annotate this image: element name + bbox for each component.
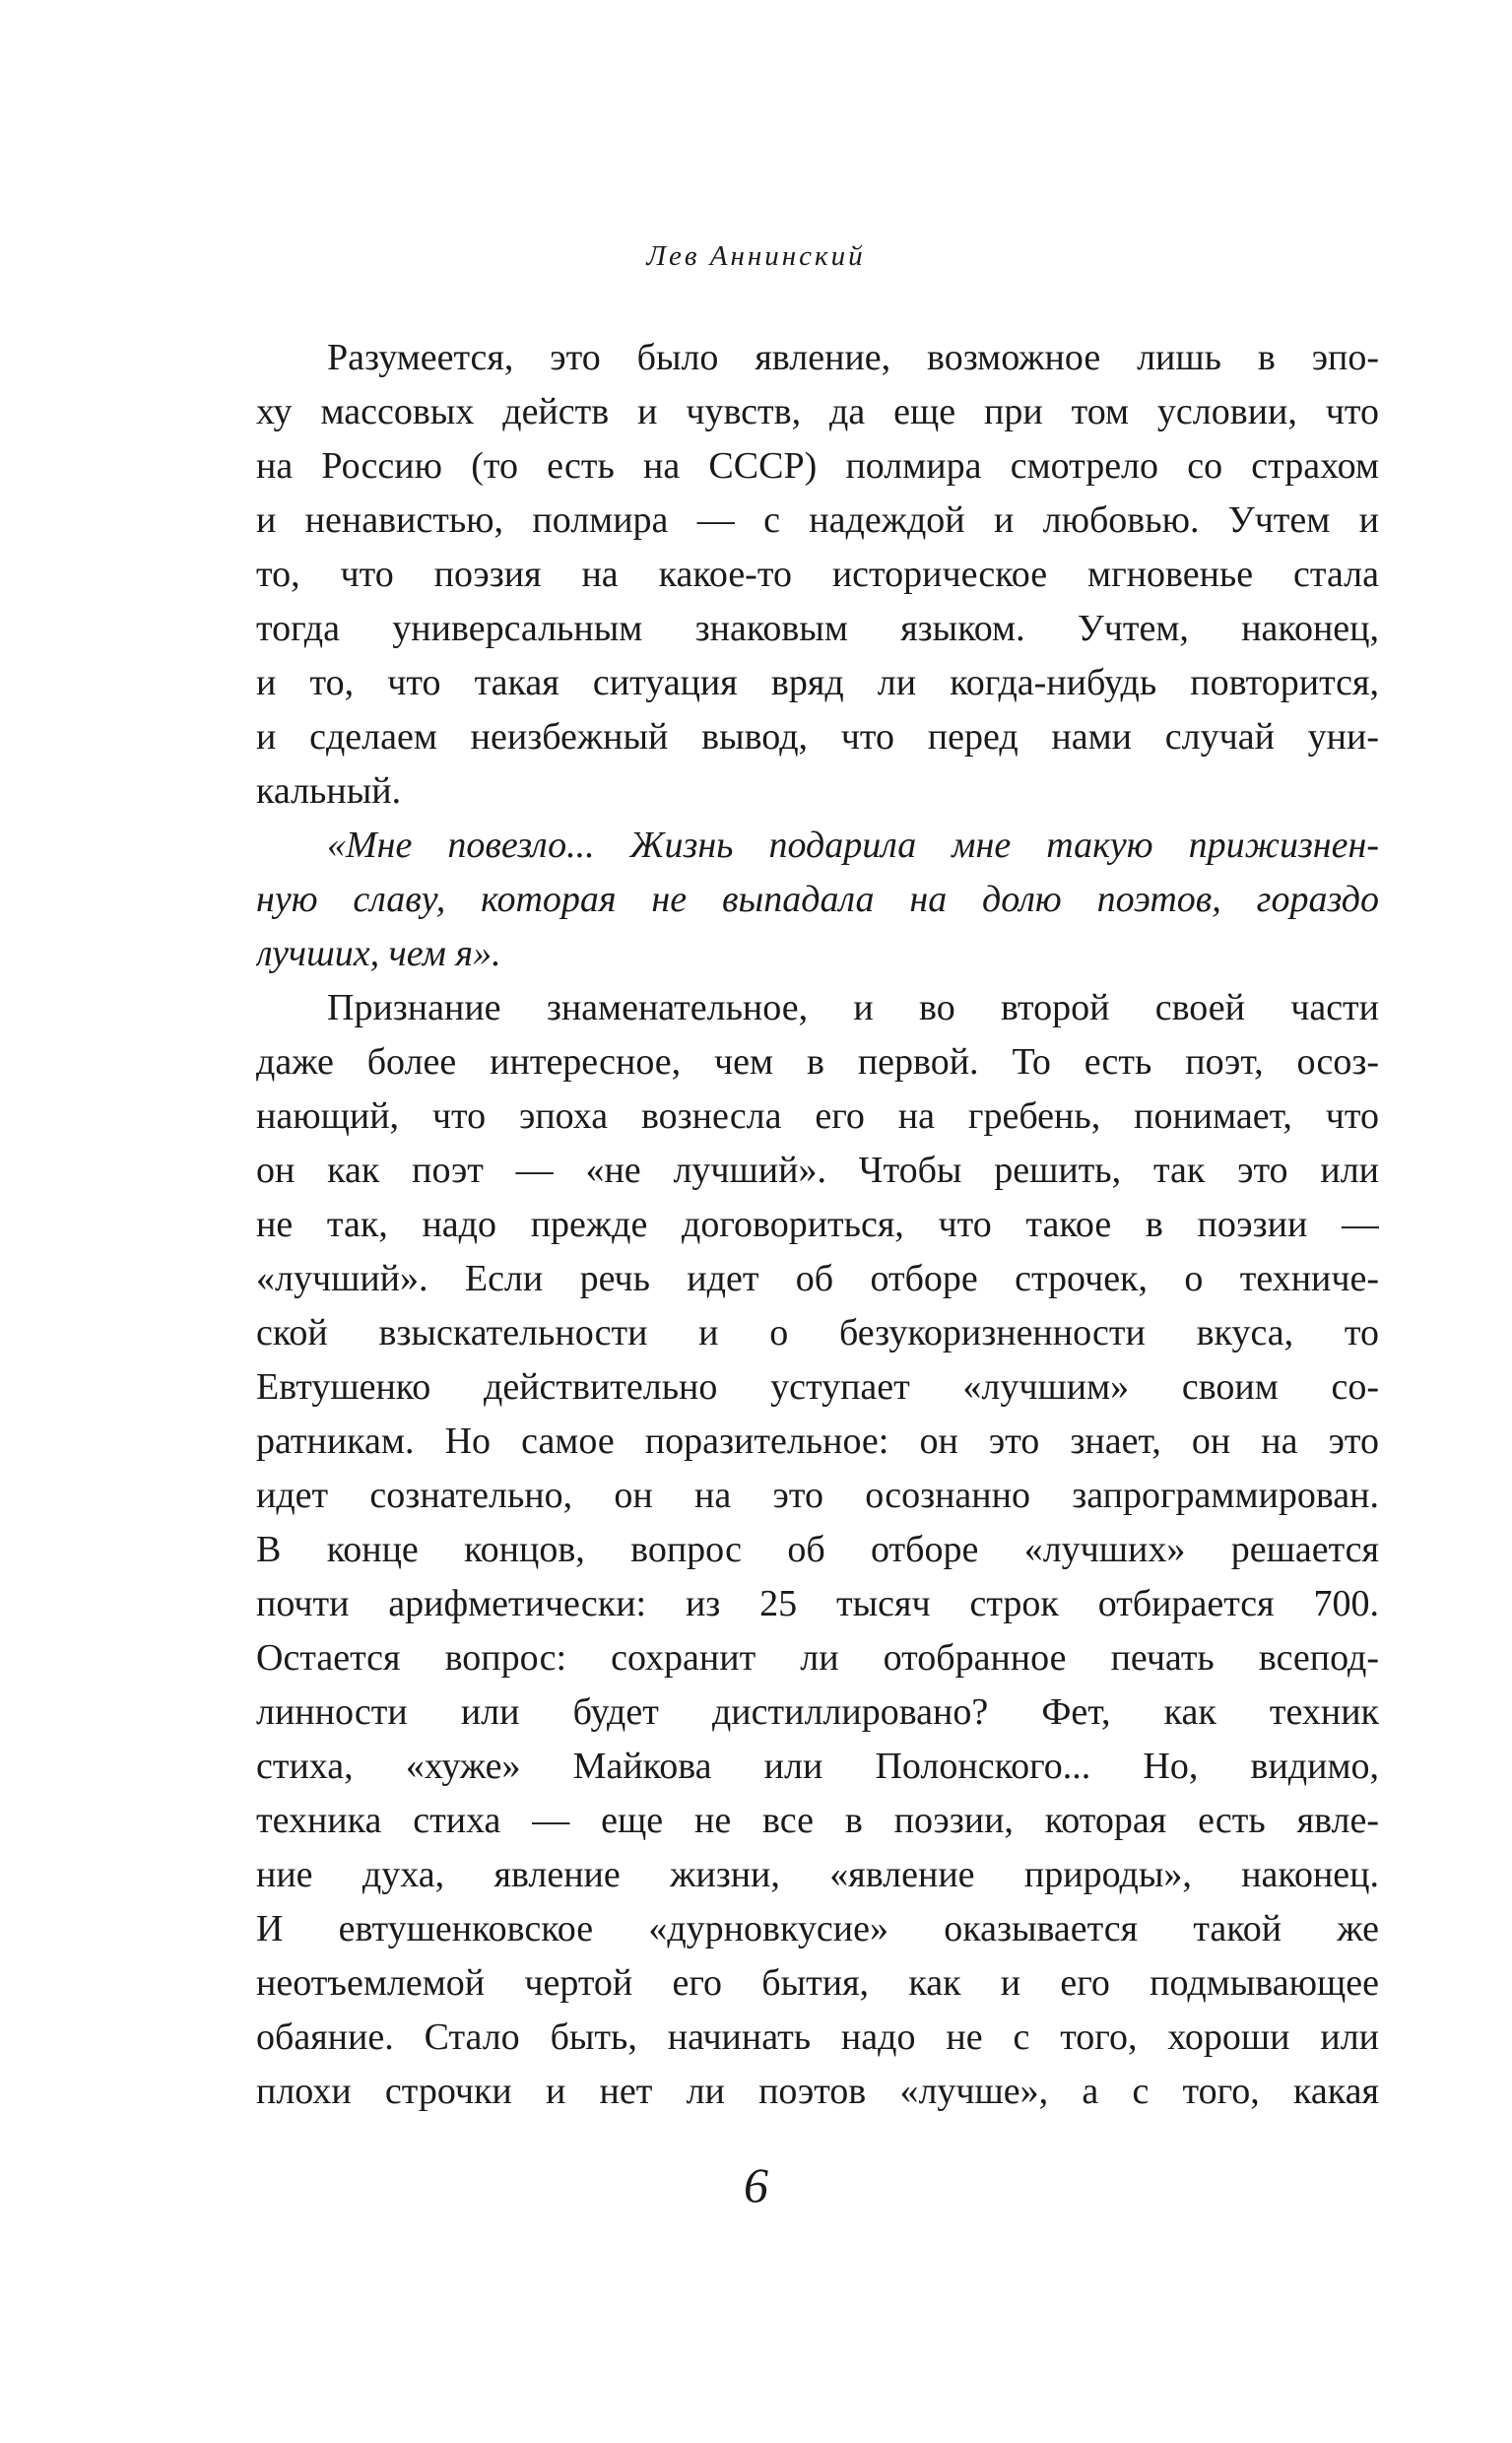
paragraph xyxy=(256,331,1379,819)
text-line: стиха, «хуже» Майкова или Полонского... Но, видимо, xyxy=(256,1746,1379,1787)
text-line: даже более интересное, чем в первой. То есть поэт, осоз- xyxy=(256,1041,1379,1083)
page-number: 6 xyxy=(744,2157,768,2212)
text-line: идет сознательно, он на это осознанно запрограммирован. xyxy=(256,1475,1379,1516)
text-line: «Мне повезло... Жизнь подарила мне такую прижизнен- xyxy=(327,825,1379,866)
text-line: Остается вопрос: сохранит ли отобранное печать всепод- xyxy=(256,1637,1379,1679)
text-line: Разумеется, это было явление, возможное лишь в эпо- xyxy=(327,337,1379,378)
text-line: В конце концов, вопрос об отборе «лучших» решается xyxy=(256,1529,1379,1570)
text-line: почти арифметически: из 25 тысяч строк отбирается 700. xyxy=(256,1583,1379,1624)
text-line: ратникам. Но самое поразительное: он это знает, он на это xyxy=(256,1420,1379,1462)
running-head: Лев Аннинский xyxy=(646,240,866,272)
text-line: неотъемлемой чертой его бытия, как и его подмывающее xyxy=(256,1962,1379,2004)
text-line: Признание знаменательное, и во второй своей части xyxy=(327,987,1379,1028)
text-line: И евтушенковское «дурновкусие» оказывается такой же xyxy=(256,1908,1379,1949)
paragraph xyxy=(256,819,1379,981)
text-line: обаяние. Стало быть, начинать надо не с того, хороши или xyxy=(256,2016,1379,2058)
text-line: Евтушенко действительно уступает «лучшим» своим со- xyxy=(256,1366,1379,1408)
text-line: кальный. xyxy=(256,770,402,812)
text-line: и то, что такая ситуация вряд ли когда-нибудь повторится, xyxy=(256,662,1379,703)
text-line: ние духа, явление жизни, «явление природы», наконец. xyxy=(256,1854,1379,1895)
text-line: он как поэт — «не лучший». Чтобы решить, так это или xyxy=(256,1150,1379,1191)
text-line: и сделаем неизбежный вывод, что перед нами случай уни- xyxy=(256,716,1379,758)
text-line: ской взыскательности и о безукоризненности вкуса, то xyxy=(256,1312,1379,1354)
text-line: ную славу, которая не выпадала на долю поэтов, гораздо xyxy=(256,879,1379,920)
text-line: на Россию (то есть на СССР) полмира смотрело со страхом xyxy=(256,445,1379,487)
text-line: «лучший». Если речь идет об отборе строчек, о техниче- xyxy=(256,1258,1379,1299)
text-line: плохи строчки и нет ли поэтов «лучше», а с того, какая xyxy=(256,2071,1379,2112)
body-text xyxy=(256,331,1379,2119)
text-line: линности или будет дистиллировано? Фет, как техник xyxy=(256,1691,1379,1733)
text-line: техника стиха — еще не все в поэзии, которая есть явле- xyxy=(256,1800,1379,1841)
text-line: то, что поэзия на какое-то историческое мгновенье стала xyxy=(256,554,1379,595)
text-line: ху массовых действ и чувств, да еще при том условии, что xyxy=(256,391,1379,432)
text-line: нающий, что эпоха вознесла его на гребень, понимает, что xyxy=(256,1095,1379,1137)
text-line: тогда универсальным знаковым языком. Учтем, наконец, xyxy=(256,608,1379,649)
paragraph xyxy=(256,981,1379,2119)
text-line: лучших, чем я». xyxy=(256,933,501,974)
text-line: не так, надо прежде договориться, что такое в поэзии — xyxy=(256,1204,1379,1245)
text-line: и ненавистью, полмира — с надеждой и любовью. Учтем и xyxy=(256,499,1379,541)
